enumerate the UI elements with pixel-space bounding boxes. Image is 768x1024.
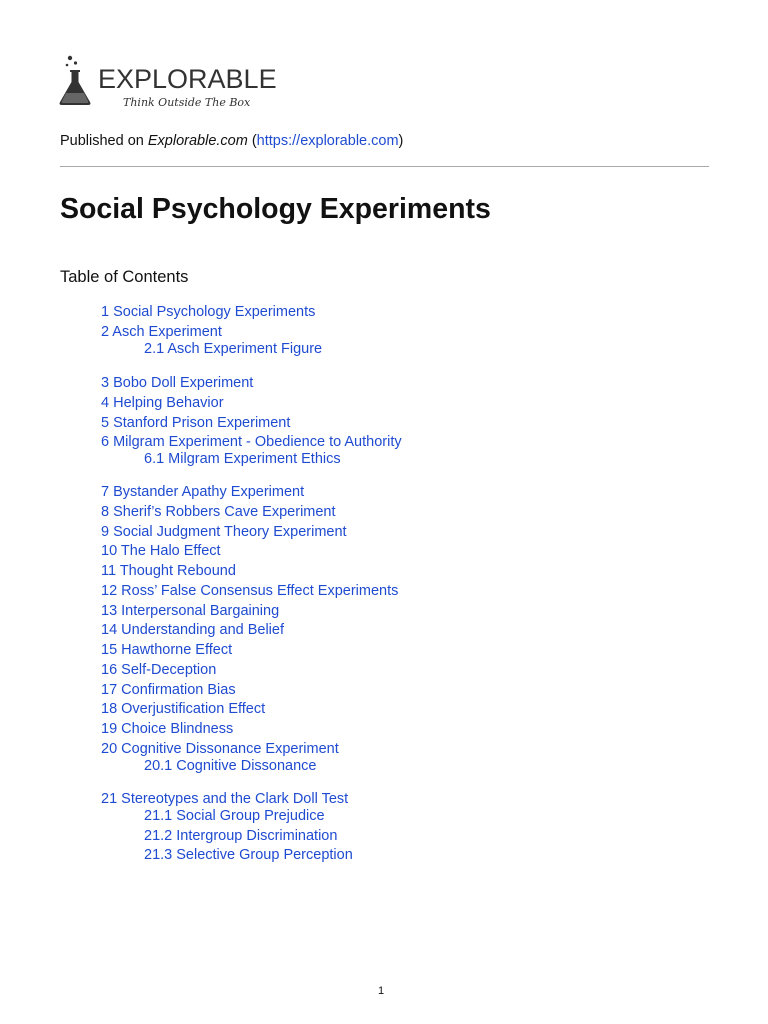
toc-subsection-link[interactable]: 21.3 Selective Group Perception [144, 847, 353, 863]
explorable-logo[interactable] [58, 55, 298, 111]
header-divider [60, 166, 709, 167]
site-name: Explorable.com [147, 133, 248, 149]
toc-section-link[interactable]: 6 Milgram Experiment - Obedience to Authority [101, 434, 402, 450]
logo-tagline: Think Outside The Box [123, 96, 251, 109]
toc-subsection-link[interactable]: 21.2 Intergroup Discrimination [144, 828, 338, 844]
toc-section-link[interactable]: 5 Stanford Prison Experiment [101, 415, 291, 431]
toc-subsection-link[interactable]: 21.1 Social Group Prejudice [144, 808, 325, 824]
toc-section-link[interactable]: 2 Asch Experiment [101, 324, 222, 340]
page-number: 1 [378, 985, 385, 997]
toc-section-link[interactable]: 3 Bobo Doll Experiment [101, 375, 254, 391]
toc-section-link[interactable]: 4 Helping Behavior [101, 395, 224, 411]
toc-subsection-link[interactable]: 2.1 Asch Experiment Figure [144, 341, 323, 357]
toc-section-link[interactable]: 20 Cognitive Dissonance Experiment [101, 741, 339, 757]
page-title: Social Psychology Experiments [60, 193, 491, 225]
toc-section-link[interactable]: 13 Interpersonal Bargaining [101, 603, 280, 619]
toc-section-link[interactable]: 11 Thought Rebound [101, 563, 236, 579]
toc-section-link[interactable]: 21 Stereotypes and the Clark Doll Test [101, 791, 349, 807]
toc-heading: Table of Contents [60, 268, 189, 286]
toc-section-link[interactable]: 17 Confirmation Bias [101, 682, 236, 698]
toc-section-link[interactable]: 8 Sherif’s Robbers Cave Experiment [101, 504, 336, 520]
toc-section-link[interactable]: 1 Social Psychology Experiments [101, 304, 316, 320]
close-paren: ) [398, 133, 404, 149]
site-url-link[interactable]: https://explorable.com [256, 133, 399, 149]
logo-wordmark: EXPLORABLE [98, 64, 277, 94]
open-paren: ( [247, 133, 257, 149]
published-prefix: Published on [60, 133, 148, 149]
toc-section-link[interactable]: 10 The Halo Effect [101, 543, 221, 559]
published-line [60, 133, 403, 149]
toc-section-link[interactable]: 19 Choice Blindness [101, 721, 234, 737]
flask-icon [58, 55, 298, 111]
toc-subsection-link[interactable]: 6.1 Milgram Experiment Ethics [144, 451, 341, 467]
toc-section-link[interactable]: 15 Hawthorne Effect [101, 642, 233, 658]
toc-subsection-link[interactable]: 20.1 Cognitive Dissonance [144, 758, 317, 774]
toc-section-link[interactable]: 18 Overjustification Effect [101, 701, 266, 717]
toc-section-link[interactable]: 7 Bystander Apathy Experiment [101, 484, 305, 500]
toc-section-link[interactable]: 12 Ross’ False Consensus Effect Experiments [101, 583, 399, 599]
toc-section-link[interactable]: 9 Social Judgment Theory Experiment [101, 524, 347, 540]
toc-section-link[interactable]: 14 Understanding and Belief [101, 622, 284, 638]
toc-section-link[interactable]: 16 Self-Deception [101, 662, 217, 678]
